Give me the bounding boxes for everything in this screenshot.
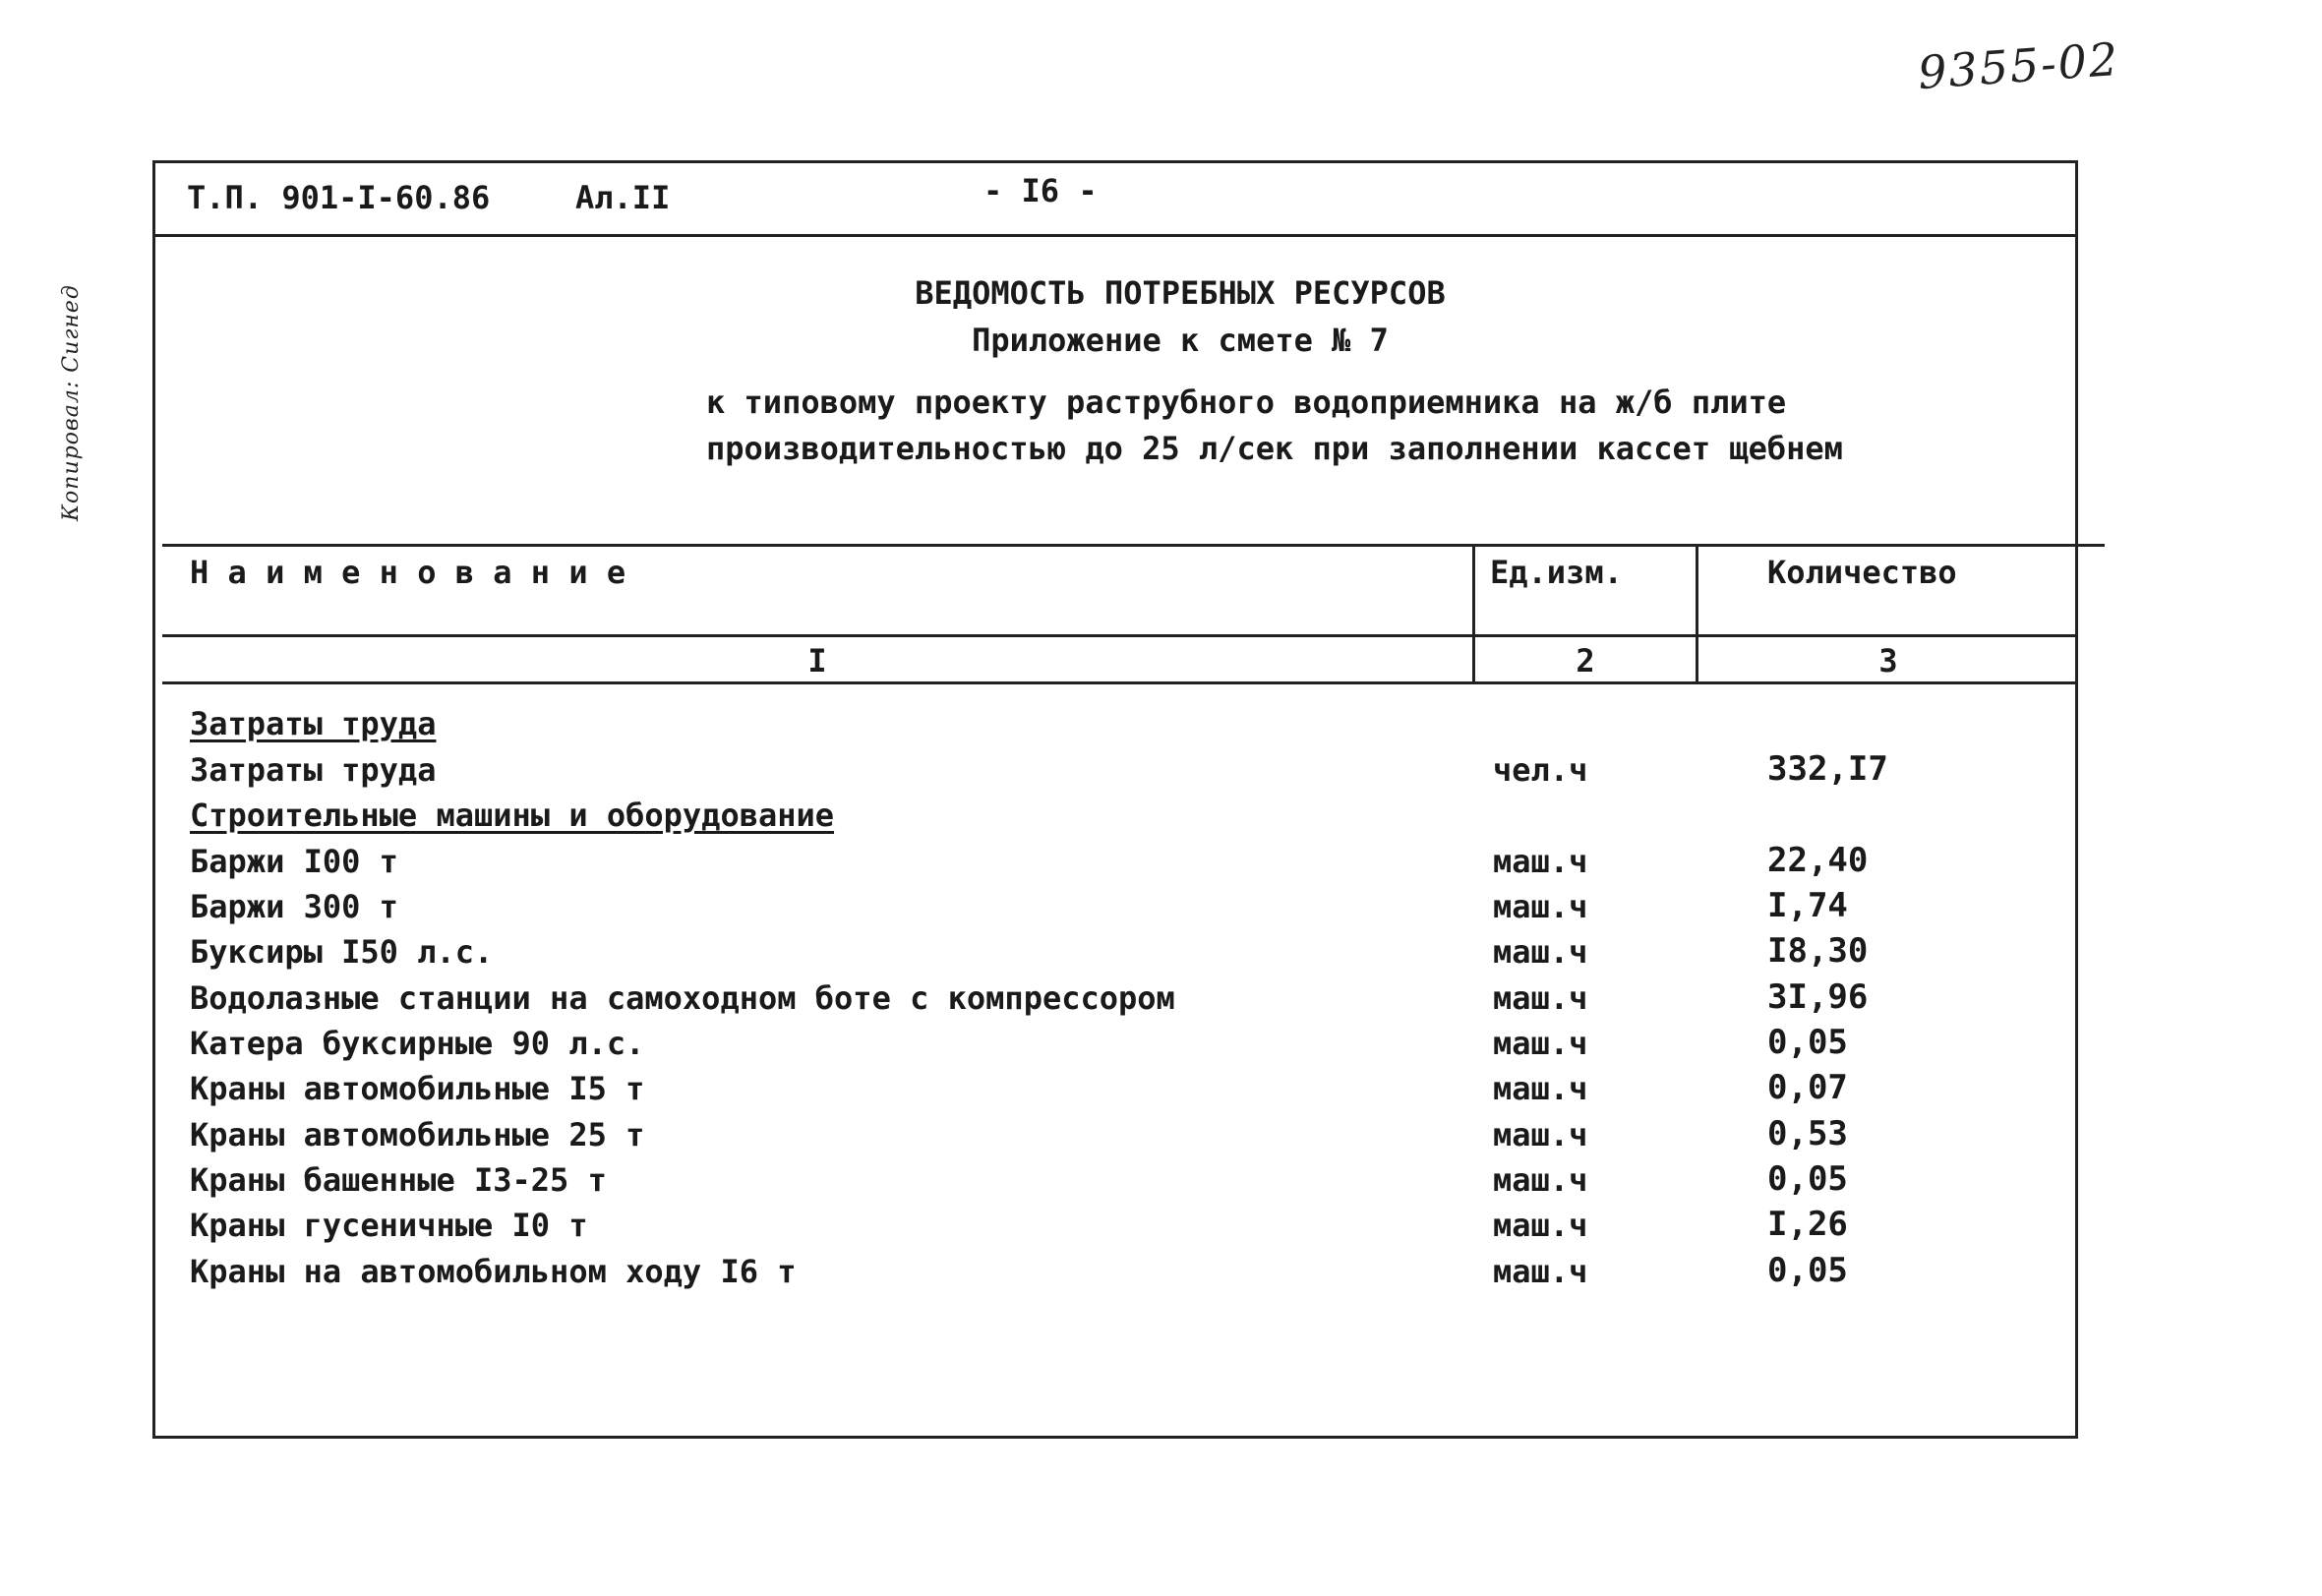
row-quantity: 0,05	[1767, 1159, 1848, 1199]
row-unit: маш.ч	[1493, 1161, 1588, 1199]
row-name: Краны автомобильные 25 т	[190, 1116, 645, 1153]
row-unit: маш.ч	[1493, 888, 1588, 925]
row-quantity: 0,05	[1767, 1251, 1848, 1290]
header-rule	[152, 234, 2078, 237]
document-subtitle: Приложение к смете № 7	[972, 322, 1389, 359]
column-number-2: 2	[1576, 642, 1595, 680]
row-unit: маш.ч	[1493, 1253, 1588, 1290]
row-name: Краны башенные I3-25 т	[190, 1161, 607, 1199]
header-name: Н а и м е н о в а н и е	[190, 554, 626, 591]
row-quantity: 0,05	[1767, 1023, 1848, 1062]
handwritten-document-number: 9355-02	[1916, 31, 2121, 100]
section-heading-labor: Затраты труда	[190, 705, 437, 742]
document-title: ВЕДОМОСТЬ ПОТРЕБНЫХ РЕСУРСОВ	[915, 274, 1446, 312]
row-quantity: I8,30	[1767, 931, 1869, 971]
row-unit: маш.ч	[1493, 843, 1588, 880]
description-line-2: производительностью до 25 л/сек при заполнении кассет щебнем	[706, 430, 1843, 467]
row-unit: маш.ч	[1493, 933, 1588, 971]
row-quantity: 3I,96	[1767, 977, 1869, 1017]
table-top-rule	[162, 544, 2105, 547]
section-heading-machines: Строительные машины и оборудование	[190, 797, 835, 834]
row-quantity: 0,07	[1767, 1068, 1848, 1107]
row-unit: маш.ч	[1493, 1116, 1588, 1153]
page-number: - I6 -	[983, 172, 1098, 209]
row-name: Краны на автомобильном ходу I6 т	[190, 1253, 797, 1290]
header-unit: Ед.изм.	[1490, 554, 1623, 591]
row-unit: маш.ч	[1493, 1025, 1588, 1062]
row-name: Краны автомобильные I5 т	[190, 1070, 645, 1107]
description-line-1: к типовому проекту раструбного водоприемника на ж/б плите	[706, 384, 1787, 421]
row-name: Буксиры I50 л.с.	[190, 933, 494, 971]
row-quantity: 332,I7	[1767, 749, 1888, 789]
album-label: Ал.II	[575, 179, 671, 216]
row-name: Краны гусеничные I0 т	[190, 1207, 588, 1244]
row-unit: маш.ч	[1493, 1207, 1588, 1244]
sheet-code: Т.П. 901-I-60.86	[187, 179, 491, 216]
row-name: Катера буксирные 90 л.с.	[190, 1025, 645, 1062]
margin-note: Копировал: Сигнед	[59, 284, 84, 521]
table-header-rule	[162, 634, 2078, 637]
column-number-1: I	[807, 642, 827, 680]
row-unit: маш.ч	[1493, 1070, 1588, 1107]
table-colnum-rule	[162, 681, 2078, 684]
row-quantity: I,26	[1767, 1205, 1848, 1244]
row-name: Баржи 300 т	[190, 888, 398, 925]
row-unit: маш.ч	[1493, 979, 1588, 1017]
row-name: Затраты труда	[190, 751, 437, 789]
row-quantity: I,74	[1767, 886, 1848, 925]
row-quantity: 0,53	[1767, 1114, 1848, 1153]
column-number-3: 3	[1878, 642, 1898, 680]
row-quantity: 22,40	[1767, 841, 1869, 880]
row-unit: чел.ч	[1493, 751, 1588, 789]
header-quantity: Количество	[1767, 554, 1957, 591]
row-name: Водолазные станции на самоходном боте с компрессором	[190, 979, 1175, 1017]
row-name: Баржи I00 т	[190, 843, 398, 880]
